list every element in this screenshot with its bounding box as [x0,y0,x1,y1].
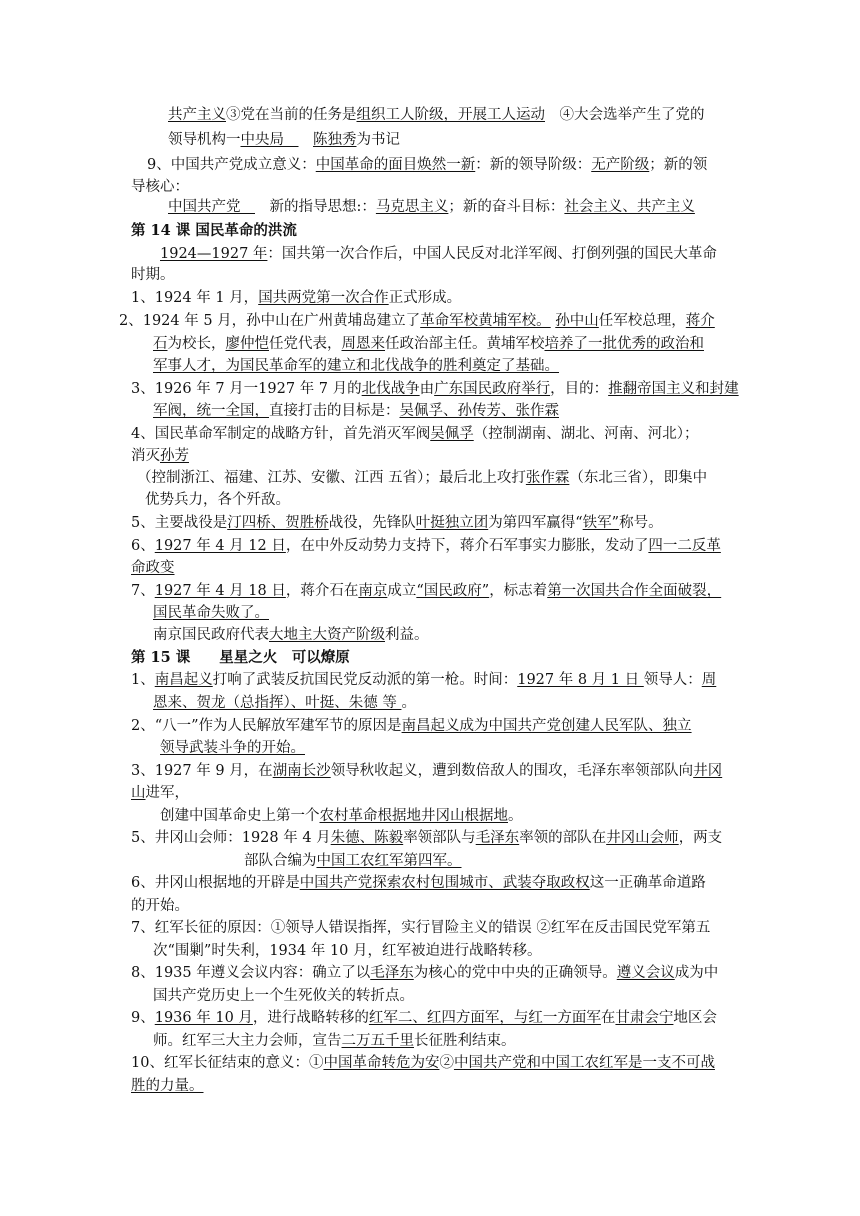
text-span: 部队合编为 [244,853,317,869]
text-span: （东北三省），即集中 [569,470,708,486]
text-span: 9、中国共产党成立意义： [147,157,316,173]
text-span: 时期。 [131,267,175,283]
text-span: 3、1926 年 7 月一1927 年 7 月的 [131,381,362,397]
underlined-text: 领导武装斗争的开始。 [160,740,305,756]
text-line [131,177,189,197]
underlined-text: 毛泽东 [370,965,414,981]
underlined-text: 铁军” [582,515,620,531]
text-line [160,244,717,264]
underlined-text: 国民革命失败了。 [153,605,269,621]
text-line [137,468,707,488]
underlined-text: 周 [701,672,717,688]
underlined-text: 胜的力量。 [131,1078,204,1094]
underlined-text: 马克思主义 [375,199,449,215]
text-line [131,1053,715,1073]
text-span: ，标志着 [489,583,548,599]
text-span: 2、“八一”作为人民解放军建军节的原因是 [131,718,402,734]
text-span: 次“围剿”时失利，1934 年 10 月，红军被迫进行战略转移。 [153,943,542,959]
text-line [131,288,461,308]
text-line [131,1008,717,1028]
underlined-text: 湖南长沙 [272,763,331,779]
text-line [153,625,429,645]
underlined-text: 井冈山会师 [606,830,679,846]
text-line [153,986,414,1006]
text-span: 任党代表， [269,336,342,352]
text-span: ，在中外反动势力支持下，蒋介石军事实力膨胀，发动了 [285,538,649,554]
underlined-text: 蒋介 [685,313,715,329]
text-span: 5、井冈山会师：1928 年 4 月 [131,830,331,846]
underlined-text: 国共两党第一次合作 [258,290,389,306]
text-line [131,536,721,556]
underlined-text: 组织工人阶级，开展工人运动 [356,107,545,123]
underlined-text: 孙中山 [555,313,599,329]
text-line [168,105,705,125]
text-line [147,155,707,175]
underlined-text: 1927 年 8 月 1 日 [517,672,644,688]
text-span: 长征胜利结束。 [414,1033,516,1049]
text-line [131,873,706,893]
underlined-text: 朱德、陈毅 [330,830,404,846]
text-span: 创建中国革命史上第一个 [160,808,320,824]
underlined-text: 陈独秀 [313,132,357,148]
underlined-text: 1927 年 4 月 18 日 [154,583,286,599]
text-line [153,603,269,623]
underlined-text: 中国革命转危为安 [323,1055,440,1071]
text-line [153,356,559,376]
underlined-text: 1936 年 10 月 [154,1010,253,1026]
underlined-text: 叶挺独立团 [415,515,489,531]
text-span: 。 [508,808,523,824]
text-line [131,761,722,781]
underlined-text: 廖仲恺 [225,336,269,352]
text-span: 战役，先锋队 [328,515,416,531]
text-span: 为书记 [356,132,400,148]
underlined-text: 汀四桥、贺胜桥 [227,515,329,531]
text-span: 为第四军赢得“ [488,515,583,531]
text-line [244,851,462,871]
text-span: ；新的奋斗目标： [448,199,565,215]
text-span: 利益。 [385,627,429,643]
text-line [131,918,710,938]
underlined-text: “国民政府” [416,583,490,599]
text-line [131,446,189,466]
text-span: 10、红军长征结束的意义：① [131,1055,324,1071]
text-span: 成立 [387,583,417,599]
text-span: 为核心的党中中央的正确领导。 [413,965,617,981]
text-line [131,1076,204,1096]
text-line [131,581,721,601]
underlined-text: 推翻帝国主义和封建 [608,381,739,397]
text-span: 领导机构一 [168,132,241,148]
text-span: 率领部队与 [403,830,476,846]
text-span: 任政治部主任。黄埔军校 [385,336,545,352]
text-span: 2、1924 年 5 月，孙中山在广州黄埔岛建立了 [119,313,421,329]
underlined-text: 孙芳 [160,448,189,464]
text-span: ，目的： [550,381,609,397]
text-line [145,490,290,510]
underlined-text: 中国共产党探索农村包围城市、武装夺取政权 [299,875,590,891]
underlined-text: 社会主义、共产主义 [564,199,695,215]
underlined-text: 北伐战争 [361,381,420,397]
text-span: 消灭 [131,448,160,464]
underlined-text: 吴佩孚 [430,426,474,442]
text-line [168,130,400,150]
text-span: 称号。 [619,515,663,531]
text-line [131,896,189,916]
text-span: （控制浙江、福建、江苏、安徽、江西 五省）；最后北上攻打 [137,470,526,486]
text-span: 导核心： [131,179,189,195]
underlined-text: 南昌起义成为中国共产党创建人民军队、独立 [401,718,692,734]
text-span: 率领的部队在 [519,830,607,846]
text-line [131,558,175,578]
text-span: ：新的领导阶级： [475,157,592,173]
underlined-text: 遵义会议 [616,965,675,981]
underlined-text: 南京 [358,583,388,599]
text-line [131,265,175,285]
underlined-text: 石 [153,336,168,352]
underlined-text: 二万五千里 [341,1033,414,1049]
underlined-text: 四一二反革 [648,538,721,554]
text-line [160,806,523,826]
underlined-text: 甘肃会宁 [615,1010,674,1026]
text-line [153,401,559,421]
text-span: 9、 [131,1010,155,1026]
text-span: ③党在当前的任务是 [226,107,357,123]
text-span: 。 [401,695,416,711]
text-line [153,941,542,961]
underlined-text: 革命军校黄埔军校。 [420,313,551,329]
text-line [131,513,663,533]
text-line [131,783,189,803]
text-span: 8、1935 年遵义会议内容：确立了以 [131,965,371,981]
text-span: ；新的领 [649,157,708,173]
heading-text: 第 14 课 国民革命的洪流 [131,222,297,239]
text-span: 1、1924 年 1 月， [131,290,259,306]
text-span: （控制湖南、湖北、河南、河北）； [473,426,699,442]
underlined-text: 军事人才，为国民革命军的建立和北伐战争的胜利奠定了基础。 [153,358,559,374]
underlined-text: 毛泽东 [475,830,520,846]
text-line [160,738,305,758]
text-span: 在 [600,1010,616,1026]
text-span: 领导人： [643,672,702,688]
text-span: ，蒋介石在 [285,583,359,599]
text-line [131,716,692,736]
text-line [131,424,698,444]
text-span: 正式形成。 [388,290,462,306]
text-span: 南京国民政府代表 [153,627,269,643]
text-span: 师。红军三大主力会师，宣告 [153,1033,342,1049]
text-span: 新的指导思想:： [255,199,376,215]
underlined-text: 恩来、贺龙（总指挥）、叶挺、朱德 等 [153,695,402,711]
text-span: 6、 [131,538,155,554]
underlined-text: 广东国民政府举行 [434,381,551,397]
text-span: 为校长， [167,336,226,352]
underlined-text: 中央局 [240,132,299,148]
underlined-text: 中国共产党和中国工农红军是一支不可战 [453,1055,715,1071]
text-span [299,132,314,148]
text-span: 1、 [131,672,155,688]
text-span: 4、国民革命军制定的战略方针，首先消灭军阀 [131,426,431,442]
text-span: ，两支 [678,830,723,846]
underlined-text: 红军二、红四方面军，与红一方面军 [368,1010,601,1026]
underlined-text: 张作霖 [525,470,570,486]
underlined-text: 中国革命的面目焕然一新 [315,157,476,173]
text-span: 优势兵力，各个歼敌。 [145,492,290,508]
text-line [131,379,739,399]
underlined-text: 周恩来 [341,336,385,352]
underlined-text: 中国共产党 [168,199,255,215]
text-span: ：国共第一次合作后，中国人民反对北洋军阀、打倒列强的国民大革命 [267,246,717,262]
text-span: 任军校总理， [598,313,686,329]
text-line [131,963,718,983]
underlined-text: 南昌起义 [154,672,213,688]
text-span: 打响了武装反抗国民党反动派的第一枪。时间： [212,672,518,688]
underlined-text: 中国工农红军第四军。 [316,853,462,869]
text-span: 直接打击的目标是： [269,403,400,419]
text-span: 由 [419,381,435,397]
text-span: 领导秋收起义，遭到数倍敌人的围攻，毛泽东率领部队向 [330,763,694,779]
underlined-text: 无产阶级 [591,157,650,173]
underlined-text: 命政变 [131,560,175,576]
underlined-text: 农村革命根据地井冈山根据地 [319,808,508,824]
text-span: ④大会选举产生了党的 [545,107,705,123]
text-span: 7、 [131,583,155,599]
underlined-text: 培养了一批优秀的政治和 [544,336,704,352]
underlined-text: 军阀，统一全国， [153,403,269,419]
text-span: ② [439,1055,454,1071]
underlined-text: 大地主大资产阶级 [269,627,385,643]
text-line [168,197,695,217]
section-heading [131,648,350,668]
text-line [119,311,715,331]
text-line [131,828,722,848]
underlined-text: 1924—1927 年 [160,246,268,262]
text-span: 地区会 [673,1010,717,1026]
text-span: 国共产党历史上一个生死攸关的转折点。 [153,988,414,1004]
text-line [153,334,704,354]
text-line [131,670,716,690]
underlined-text: 吴佩孚、孙传芳、张作霖 [399,403,559,419]
text-line [153,693,416,713]
text-span: 5、主要战役是 [131,515,228,531]
text-line [153,1031,516,1051]
heading-text: 第 15 课 星星之火 可以燎原 [131,649,350,666]
section-heading [131,221,297,241]
text-span: 这一正确革命道路 [589,875,706,891]
text-span: 7、红军长征的原因：①领导人错误指挥，实行冒险主义的错误 ②红军在反击国民党军第五 [131,920,711,936]
underlined-text: 1927 年 4 月 12 日 [154,538,286,554]
text-span: ，进行战略转移的 [252,1010,369,1026]
underlined-text: 第一次国共合作全面破裂， [547,583,722,599]
text-span: 3、1927 年 9 月，在 [131,763,273,779]
text-span: 的开始。 [131,898,189,914]
underlined-text: 山 [131,785,146,801]
underlined-text: 共产主义 [168,107,226,123]
text-span: 进军， [145,785,189,801]
underlined-text: 井冈 [693,763,723,779]
text-span: 6、井冈山根据地的开辟是 [131,875,300,891]
text-span: 成为中 [674,965,719,981]
